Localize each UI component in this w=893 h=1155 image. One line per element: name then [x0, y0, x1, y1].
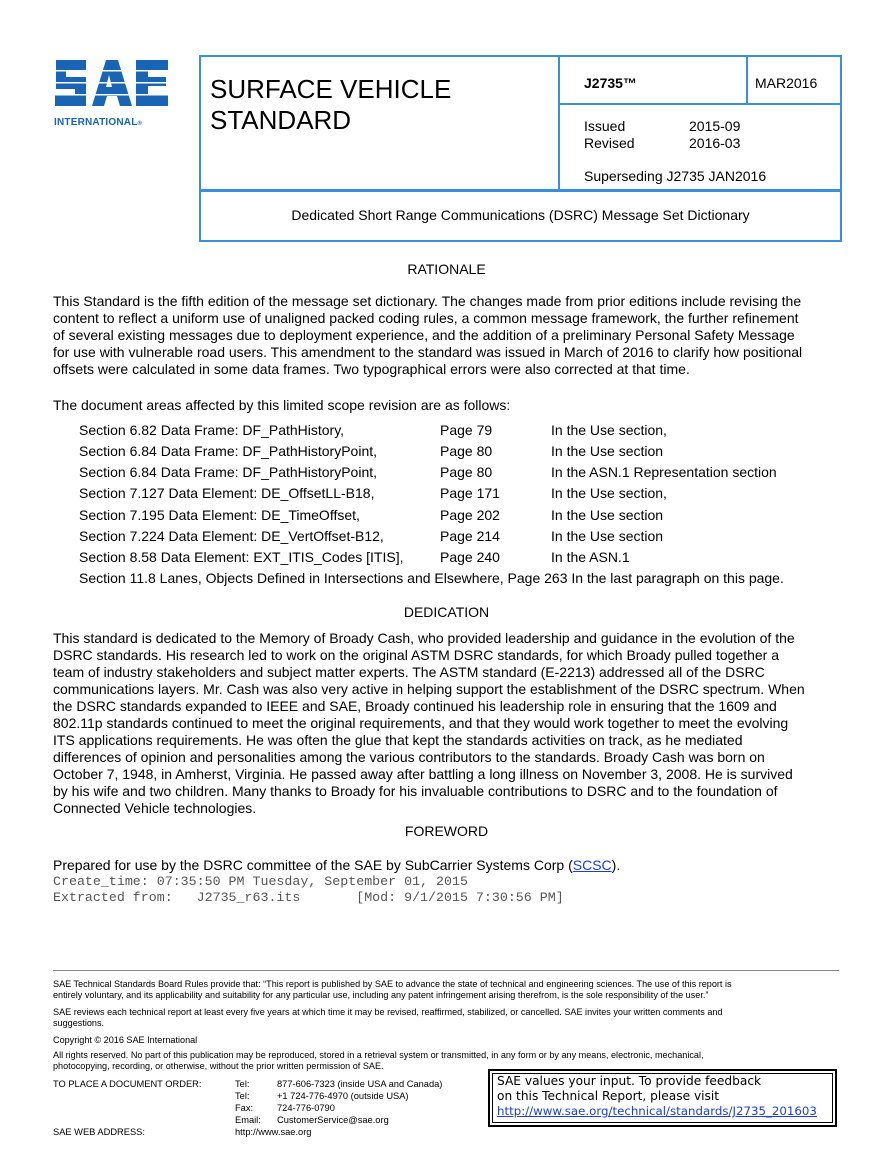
- affected-page: Page 240: [440, 549, 500, 565]
- email-label: Email:: [235, 1115, 261, 1125]
- revised-value: 2016-03: [689, 135, 741, 151]
- rationale-heading: RATIONALE: [407, 261, 486, 277]
- dedication-line: differences of opinion and personalities among the various contributors to the standards. Broady Cash was born on: [53, 749, 765, 765]
- affected-section: Section 6.84 Data Frame: DF_PathHistoryPoint,: [79, 464, 378, 480]
- document-code: J2735™: [584, 75, 637, 91]
- tel2-label: Tel:: [235, 1091, 250, 1101]
- feedback-line-1: SAE values your input. To provide feedback: [497, 1074, 762, 1088]
- affected-where: In the ASN.1 Representation section: [551, 464, 777, 480]
- affected-where: In the ASN.1: [551, 549, 630, 565]
- extracted-from: Extracted from: J2735_r63.its [Mod: 9/1/2015 7:30:56 PM]: [53, 890, 564, 905]
- document-title: Dedicated Short Range Communications (DSRC) Message Set Dictionary: [291, 207, 750, 223]
- affected-intro: The document areas affected by this limited scope revision are as follows:: [53, 397, 511, 413]
- rationale-line: of several existing messages due to deployment experience, and the addition of a preliminary Personal Safety Message: [53, 327, 795, 343]
- foreword-heading: FOREWORD: [404, 823, 489, 839]
- affected-section: Section 6.84 Data Frame: DF_PathHistoryPoint,: [79, 443, 378, 459]
- affected-where: In the Use section: [551, 528, 664, 544]
- affected-page: Page 202: [440, 507, 500, 523]
- feedback-link[interactable]: http://www.sae.org/technical/standards/J2735_201603: [497, 1104, 817, 1118]
- feedback-line-2: on this Technical Report, please visit: [497, 1089, 720, 1103]
- dedication-line: team of industry stakeholders and subject matter experts. The ASTM standard (E-2213) addressed all of the DSRC: [53, 664, 765, 680]
- rationale-line: for use with vulnerable road users. This amendment to the standard was issued in March of 2016 to clarify how positional: [53, 344, 803, 360]
- email-value[interactable]: CustomerService@sae.org: [277, 1115, 389, 1125]
- dedication-line: by his wife and two children. Many thanks to Broady for his invaluable contributions to DSRC and to the foundation of: [53, 783, 778, 799]
- dedication-line: This standard is dedicated to the Memory of Broady Cash, who provided leadership and guidance in the evolution of the: [53, 630, 795, 646]
- issued-label: Issued: [584, 118, 626, 134]
- fax-value: 724-776-0790: [277, 1103, 335, 1113]
- dedication-paragraph: [53, 630, 839, 817]
- dedication-line: the DSRC standards expanded to IEEE and SAE, Broady continued his leadership role in ensuring that the 1609 and: [53, 698, 777, 714]
- affected-page: Page 80: [440, 443, 493, 459]
- affected-section: Section 8.58 Data Element: EXT_ITIS_Codes [ITIS],: [79, 549, 404, 565]
- dedication-line: DSRC standards. His research led to work on the original ASTM DSRC standards, for which Broady pulled together a: [53, 647, 780, 663]
- footer-copyright: Copyright © 2016 SAE International: [53, 1035, 198, 1045]
- superseding-note: Superseding J2735 JAN2016: [584, 168, 767, 184]
- footer-rights: All rights reserved. No part of this publication may be reproduced, stored in a retrieval system or transmitted, in any form or by any means, electronic, mechanical, photocopying, recording, or otherwise, without the prior written permission of SAE.: [53, 1050, 704, 1071]
- tel-label: Tel:: [235, 1079, 250, 1089]
- issued-value: 2015-09: [689, 118, 741, 134]
- dedication-heading: DEDICATION: [403, 604, 490, 620]
- foreword-prepared: Prepared for use by the DSRC committee of the SAE by SubCarrier Systems Corp (SCSC).: [53, 857, 621, 873]
- scsc-link[interactable]: SCSC: [572, 857, 612, 873]
- create-time: Create_time: 07:35:50 PM Tuesday, September 01, 2015: [53, 874, 468, 889]
- logo-wordmark: INTERNATIONAL®: [54, 117, 143, 128]
- web-label: SAE WEB ADDRESS:: [53, 1127, 145, 1137]
- affected-section: Section 7.127 Data Element: DE_OffsetLL-B18,: [79, 485, 375, 501]
- footer-review: SAE reviews each technical report at least every five years at which time it may be revised, reaffirmed, stabilized, or cancelled. SAE invites your written comments and suggestions.: [53, 1007, 723, 1028]
- affected-page: Page 214: [440, 528, 500, 544]
- tel2-value: +1 724-776-4970 (outside USA): [277, 1091, 409, 1101]
- dedication-line: 802.11p standards continued to meet the original requirements, and that they would work together to meet the evolving: [53, 715, 789, 731]
- affected-section: Section 7.195 Data Element: DE_TimeOffset,: [79, 507, 360, 523]
- rationale-line: offsets were calculated in some data frames. Two typographical errors were also corrected at that time.: [53, 361, 690, 377]
- rationale-paragraph: [53, 293, 839, 378]
- affected-section: Section 7.224 Data Element: DE_VertOffset-B12,: [79, 528, 384, 544]
- dedication-line: October 7, 1948, in Amherst, Virginia. He passed away after battling a long illness on November 3, 2008. He is survived: [53, 766, 793, 782]
- dedication-line: ITS applications requirements. He was often the glue that kept the standards activities on track, as he mediated: [53, 732, 743, 748]
- affected-where: In the Use section,: [551, 485, 667, 501]
- document-date: MAR2016: [755, 75, 818, 91]
- affected-page: Page 79: [440, 422, 493, 438]
- fax-label: Fax:: [235, 1103, 254, 1113]
- footer-rules: SAE Technical Standards Board Rules provide that: “This report is published by SAE to advance the state of technical and engineering sciences. The use of this report is entirely voluntary, and its applicability and suitability for any particular use, including any patent infringement arising therefrom, is the sole responsibility of the user.”: [53, 979, 732, 1000]
- affected-where: In the Use section: [551, 443, 664, 459]
- document-type: SURFACE VEHICLE STANDARD: [210, 74, 452, 135]
- rationale-line: This Standard is the fifth edition of the message set dictionary. The changes made from prior editions include revising the: [53, 293, 802, 309]
- order-label: TO PLACE A DOCUMENT ORDER:: [53, 1079, 202, 1089]
- affected-where: In the Use section,: [551, 422, 667, 438]
- affected-row-last: Section 11.8 Lanes, Objects Defined in Intersections and Elsewhere, Page 263 In the last paragraph on this page.: [79, 570, 784, 586]
- affected-page: Page 171: [440, 485, 500, 501]
- dedication-line: Connected Vehicle technologies.: [53, 800, 257, 816]
- web-value[interactable]: http://www.sae.org: [235, 1127, 312, 1137]
- affected-page: Page 80: [440, 464, 493, 480]
- affected-section: Section 6.82 Data Frame: DF_PathHistory,: [79, 422, 345, 438]
- affected-where: In the Use section: [551, 507, 664, 523]
- revised-label: Revised: [584, 135, 635, 151]
- rationale-line: content to reflect a uniform use of unaligned packed coding rules, a common message framework, the further refinement: [53, 310, 799, 326]
- footer-divider: [53, 970, 839, 971]
- dedication-line: communications layers. Mr. Cash was also very active in helping support the establishment of the DSRC spectrum. When: [53, 681, 805, 697]
- tel-value: 877-606-7323 (inside USA and Canada): [277, 1079, 443, 1089]
